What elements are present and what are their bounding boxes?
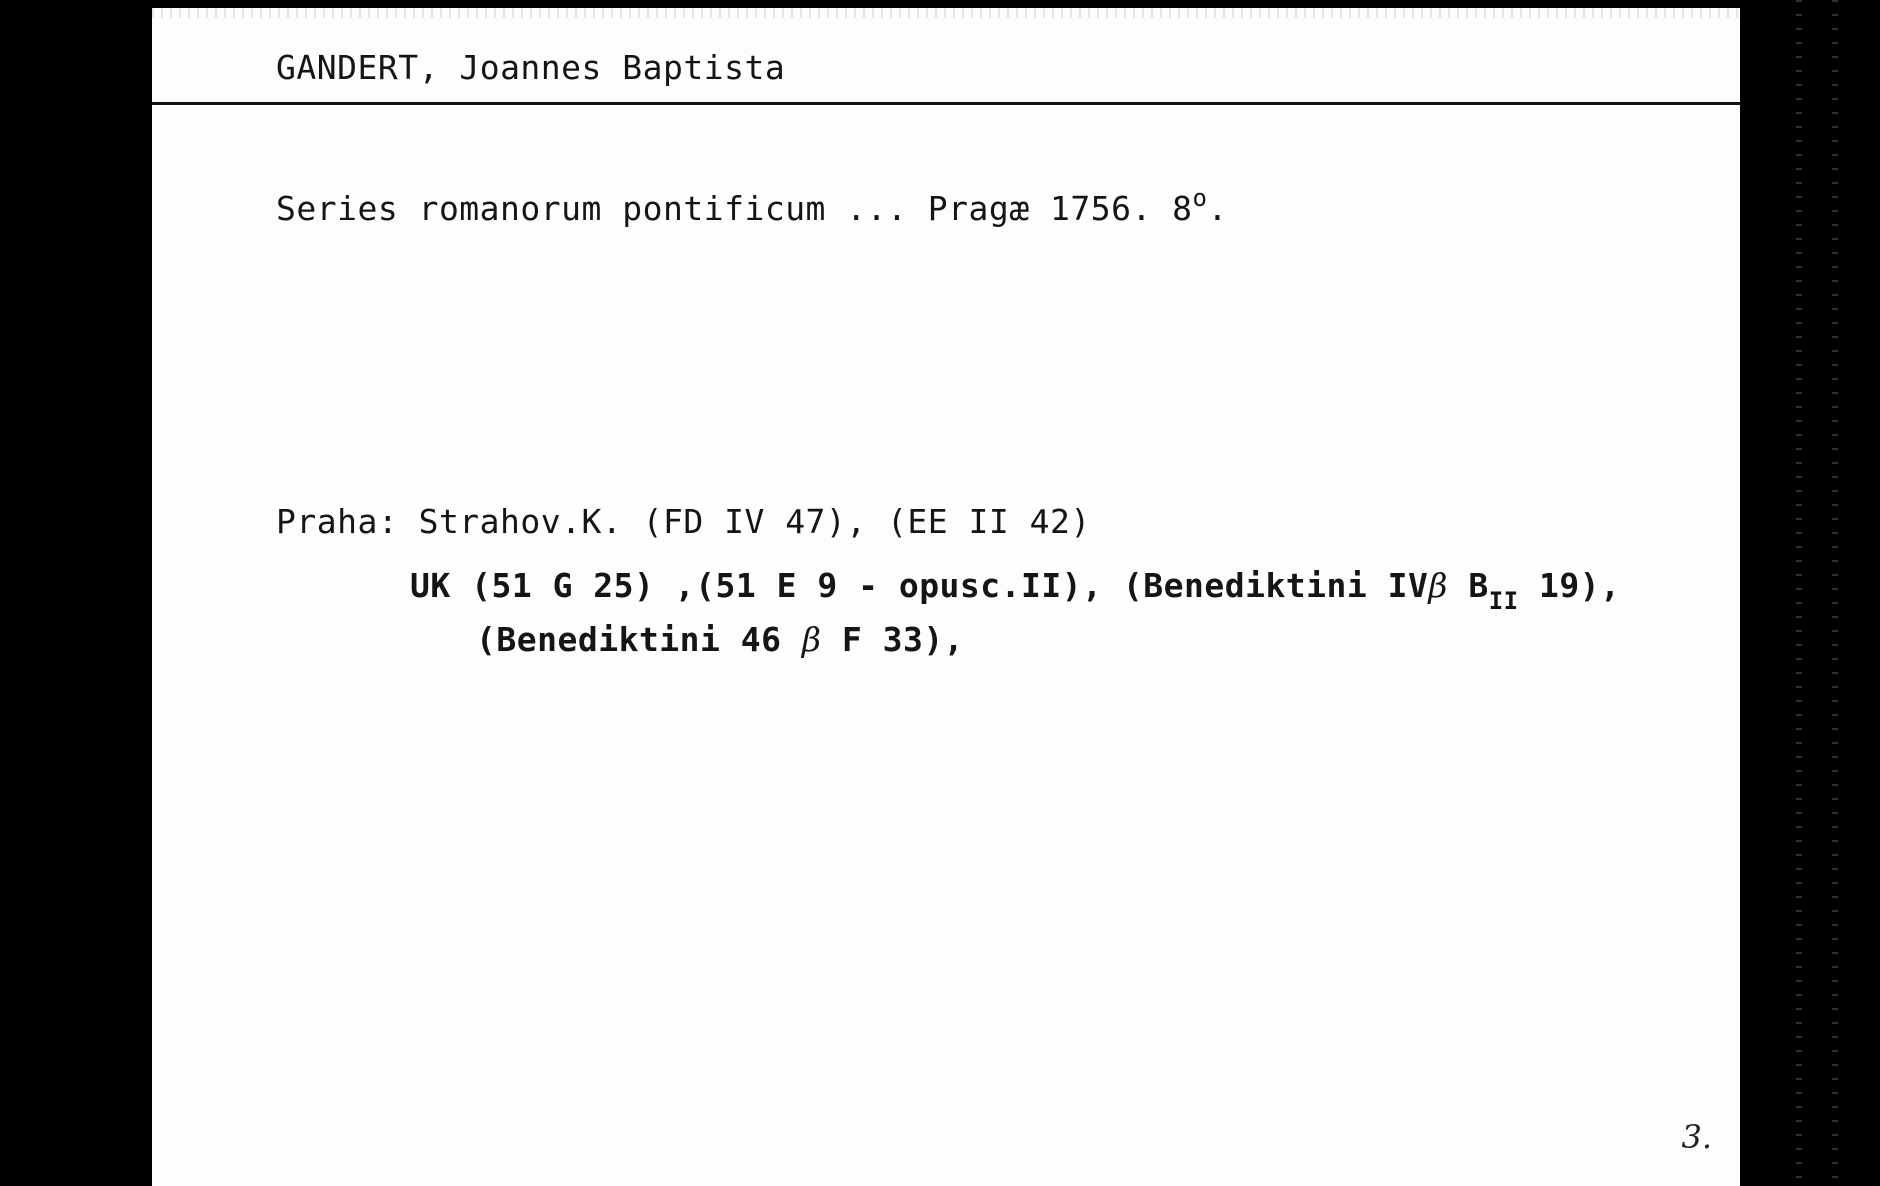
heading-rule: [152, 102, 1740, 105]
holdings-benediktini-shelf: F 33),: [841, 620, 965, 659]
holdings-uk-number: 19),: [1539, 566, 1621, 605]
holdings-uk-subscript: II: [1488, 587, 1519, 615]
card-heading: [276, 48, 785, 87]
holdings-benediktini-text: (Benediktini 46: [476, 620, 782, 659]
card-top-edge: [152, 8, 1740, 18]
holdings-uk-shelf: B: [1468, 566, 1489, 605]
title-line: [276, 184, 1228, 228]
author-surname: GANDERT,: [276, 48, 439, 87]
holdings-uk-text: UK (51 G 25) ,(51 E 9 - opusc.II), (Benediktini IV: [410, 566, 1429, 605]
author-given-names: Joannes Baptista: [459, 48, 786, 87]
holdings-line-strahov: Praha: Strahov.K. (FD IV 47), (EE II 42): [276, 502, 1091, 541]
beta-symbol: β: [1428, 566, 1448, 605]
catalog-card: [152, 8, 1740, 1186]
holdings-line-benediktini: [476, 620, 964, 659]
right-edge-noise: [1832, 0, 1838, 1186]
card-page-number: 3.: [1681, 1118, 1712, 1156]
format-degree: o: [1192, 184, 1208, 212]
left-edge-noise: [1796, 0, 1802, 1186]
title-text: Series romanorum pontificum ... Pragæ 1756. 8: [276, 189, 1193, 228]
title-end: .: [1207, 189, 1228, 228]
beta-symbol: β: [801, 620, 822, 659]
holdings-line-uk: [410, 566, 1620, 615]
